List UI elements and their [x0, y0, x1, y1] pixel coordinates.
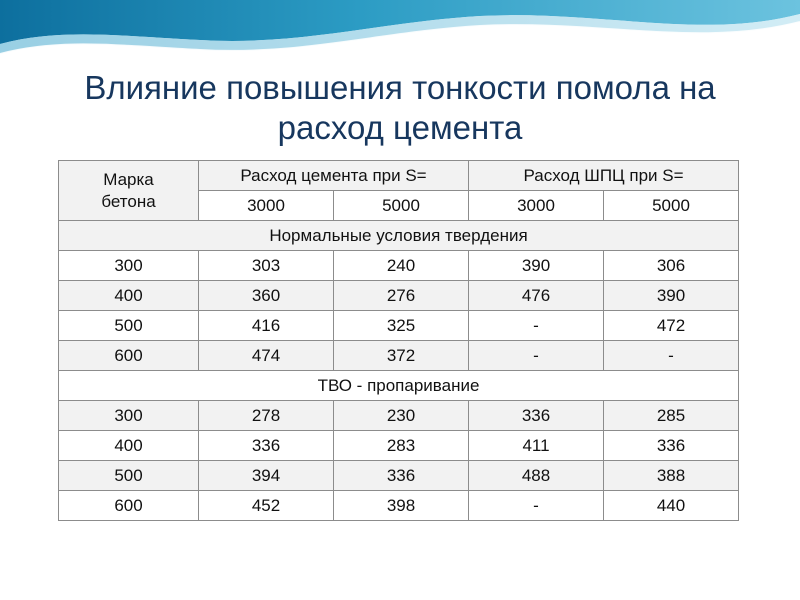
- table-cell-value: 360: [199, 281, 334, 311]
- table-cell-value: 394: [199, 461, 334, 491]
- section-header-row: [59, 221, 739, 251]
- table-cell-value: -: [469, 311, 604, 341]
- cement-consumption-table: [58, 160, 739, 521]
- section-label: ТВО - пропаривание: [59, 371, 739, 401]
- slide-title: [0, 68, 800, 148]
- table-cell-brand: 500: [59, 461, 199, 491]
- table-cell-value: 283: [334, 431, 469, 461]
- table-cell-brand: 300: [59, 401, 199, 431]
- table-cell-value: 278: [199, 401, 334, 431]
- table-cell-value: 303: [199, 251, 334, 281]
- table-cell-value: 230: [334, 401, 469, 431]
- table-cell-brand: 500: [59, 311, 199, 341]
- subheader-cell: 3000: [199, 191, 334, 221]
- table-cell-value: 336: [469, 401, 604, 431]
- table-cell-value: -: [469, 491, 604, 521]
- table-row: [59, 281, 739, 311]
- table-row: [59, 311, 739, 341]
- table-cell-brand: 300: [59, 251, 199, 281]
- table-cell-value: 336: [199, 431, 334, 461]
- table-row: [59, 431, 739, 461]
- header-cell-shpc-group: Расход ШПЦ при S=: [469, 161, 739, 191]
- table-cell-value: 474: [199, 341, 334, 371]
- table-cell-value: 336: [604, 431, 739, 461]
- header-brand-line-1: Марка: [103, 169, 154, 189]
- table-cell-brand: 600: [59, 491, 199, 521]
- table-cell-value: -: [604, 341, 739, 371]
- table-row: [59, 461, 739, 491]
- subheader-cell: 5000: [604, 191, 739, 221]
- header-brand-line-2: бетона: [101, 191, 156, 211]
- table-cell-value: 476: [469, 281, 604, 311]
- table-cell-value: 472: [604, 311, 739, 341]
- table-cell-value: 398: [334, 491, 469, 521]
- section-header-row: [59, 371, 739, 401]
- subheader-cell: 5000: [334, 191, 469, 221]
- slide-title-line-2: расход цемента: [277, 109, 523, 146]
- table-cell-value: 240: [334, 251, 469, 281]
- header-cell-cement-group: Расход цемента при S=: [199, 161, 469, 191]
- header-wave-decoration: [0, 0, 800, 70]
- section-label: Нормальные условия твердения: [59, 221, 739, 251]
- table-row: [59, 491, 739, 521]
- table-cell-value: 306: [604, 251, 739, 281]
- table-header-row: [59, 161, 739, 191]
- table-cell-value: 452: [199, 491, 334, 521]
- table-cell-value: 488: [469, 461, 604, 491]
- table-cell-value: 440: [604, 491, 739, 521]
- header-cell-brand: [59, 161, 199, 221]
- table-cell-value: 276: [334, 281, 469, 311]
- subheader-cell: 3000: [469, 191, 604, 221]
- table-cell-value: 372: [334, 341, 469, 371]
- table-cell-value: 390: [469, 251, 604, 281]
- table-cell-value: 336: [334, 461, 469, 491]
- table-cell-value: 388: [604, 461, 739, 491]
- table-cell-value: 416: [199, 311, 334, 341]
- table-cell-brand: 600: [59, 341, 199, 371]
- table-cell-value: 390: [604, 281, 739, 311]
- table-cell-value: 411: [469, 431, 604, 461]
- table-cell-value: -: [469, 341, 604, 371]
- table-row: [59, 341, 739, 371]
- table-cell-value: 325: [334, 311, 469, 341]
- table-cell-brand: 400: [59, 281, 199, 311]
- table-cell-value: 285: [604, 401, 739, 431]
- table-cell-brand: 400: [59, 431, 199, 461]
- table-row: [59, 401, 739, 431]
- slide-title-line-1: Влияние повышения тонкости помола на: [84, 69, 716, 106]
- table-row: [59, 251, 739, 281]
